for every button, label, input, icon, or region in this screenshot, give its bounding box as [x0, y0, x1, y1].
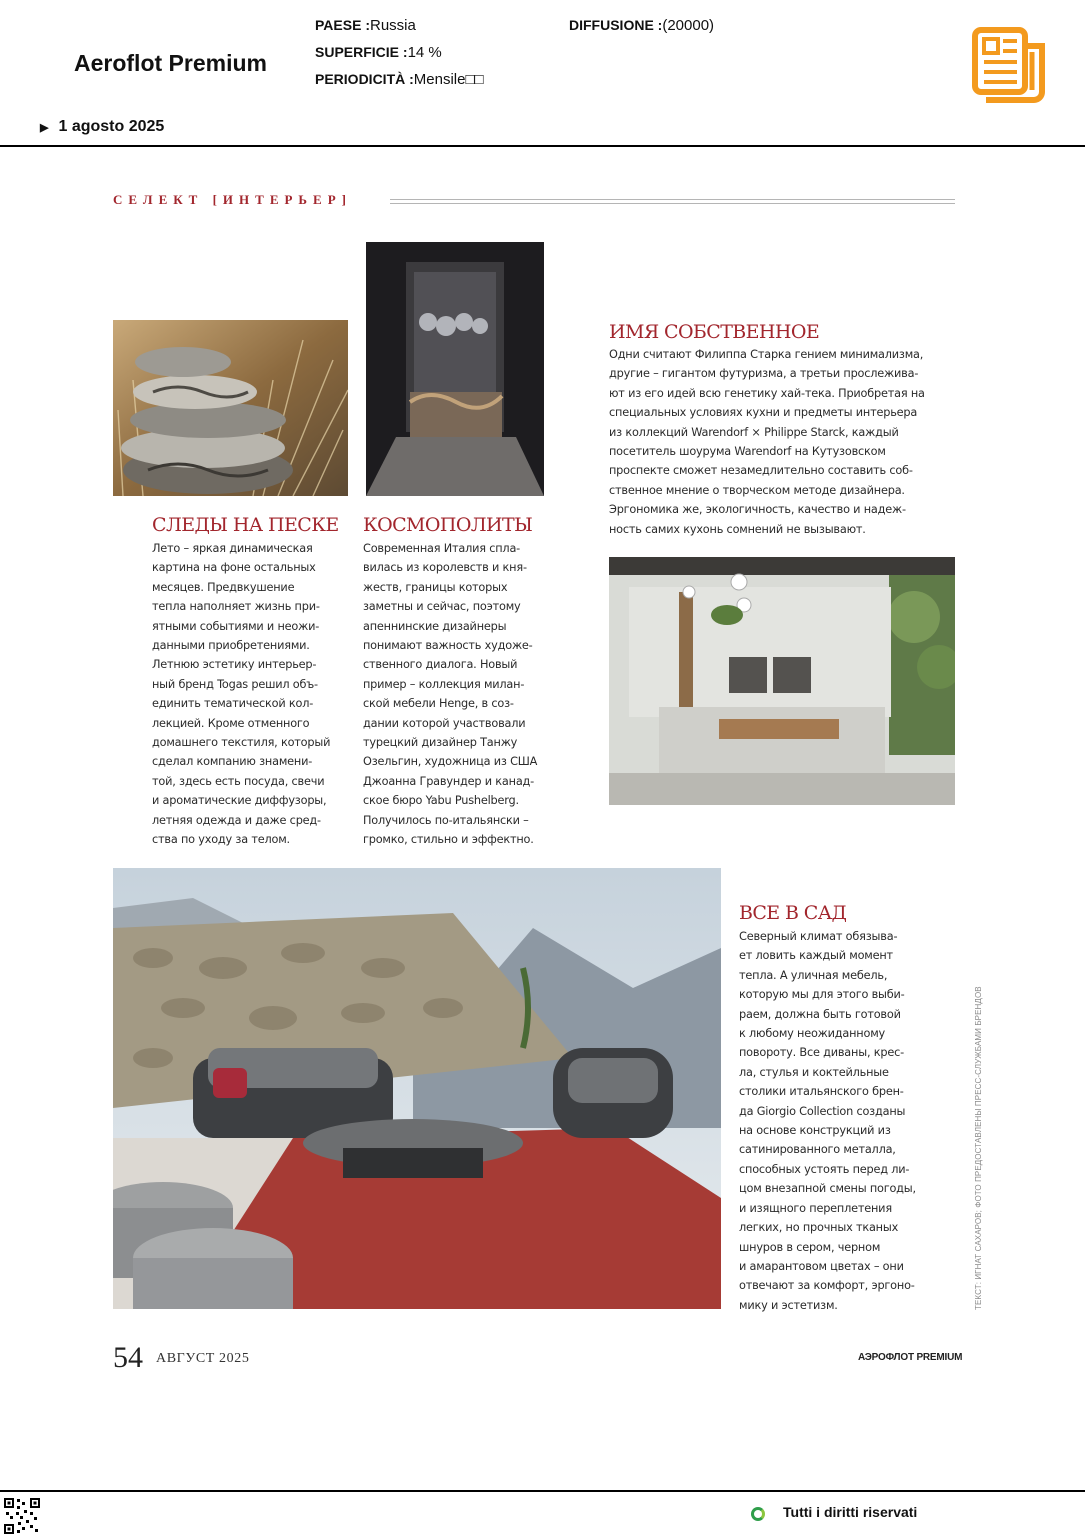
text-line: данными приобретениями.: [152, 639, 310, 653]
text-line: тепла. А уличная мебель,: [739, 968, 888, 982]
magazine-name: АЭРОФЛОТ PREMIUM: [858, 1352, 963, 1363]
text-line: тепла наполняет жизнь при-: [152, 600, 320, 614]
text-line: жеств, границы которых: [363, 580, 508, 594]
text-line: Эргономика же, экологичность, качество и надеж-: [609, 503, 906, 517]
diffusione-row: [569, 17, 714, 34]
text-line: Одни считают Филиппа Старка гением минимализма,: [609, 348, 924, 361]
text-line: повороту. Все диваны, крес-: [739, 1046, 904, 1060]
text-line: и амарантовом цветах – они: [739, 1259, 904, 1273]
text-line: Северный климат обязыва-: [739, 930, 898, 943]
publication-date: [40, 118, 164, 136]
text-line: мику и эстетизм.: [739, 1298, 838, 1312]
text-line: ства по уходу за телом.: [152, 833, 290, 847]
newspaper-icon[interactable]: [972, 26, 1048, 104]
text-line: заметны и сейчас, поэтому: [363, 600, 521, 614]
periodicita-label: PERIODICITÀ :: [315, 71, 414, 87]
text-line: месяцев. Предвкушение: [152, 580, 295, 594]
text-line: Лето – яркая динамическая: [152, 542, 313, 555]
text-line: понимают важность художе-: [363, 639, 533, 653]
paese-row: [315, 17, 416, 34]
superficie-row: [315, 44, 442, 61]
text-line: лекцией. Кроме отменного: [152, 716, 310, 730]
article-1-body: [152, 539, 330, 850]
superficie-value: 14 %: [407, 44, 442, 61]
text-line: ское бюро Yabu Pushelberg.: [363, 794, 519, 808]
text-line: ют из его идей всю генетику хай-тека. Приобретая на: [609, 386, 925, 400]
text-line: специальных условиях кухни и предметы интерьера: [609, 406, 918, 420]
text-line: ность самих кухонь сомнений не вызывают.: [609, 522, 866, 536]
text-line: из коллекций Warendorf × Philippe Starck, каждый: [609, 425, 899, 439]
photo-credit-text: ТЕКСТ: ИГНАТ САХАРОВ; ФОТО ПРЕДОСТАВЛЕНЫ ПРЕСС-СЛУЖБАМИ БРЕНДОВ: [974, 986, 983, 1310]
header-divider: [0, 145, 1085, 147]
photo-interior: [366, 242, 544, 496]
text-line: на основе конструкций из: [739, 1124, 891, 1138]
text-line: апеннинские дизайнеры: [363, 619, 507, 633]
text-line: вилась из королевств и кня-: [363, 561, 527, 575]
text-line: столики итальянского брен-: [739, 1085, 904, 1099]
text-line: Озельгин, художница из США: [363, 755, 538, 769]
text-line: Джоанна Гравундер и канад-: [363, 774, 535, 788]
text-line: ет ловить каждый момент: [739, 949, 893, 963]
paese-value: Russia: [369, 17, 416, 34]
text-line: Летнюю эстетику интерьер-: [152, 658, 317, 672]
text-line: пример – коллекция милан-: [363, 677, 525, 691]
text-line: отвечают за комфорт, эргоно-: [739, 1279, 915, 1293]
text-line: шнуров в сером, черном: [739, 1240, 881, 1254]
photo-cushions: [113, 320, 348, 496]
text-line: и ароматические диффузоры,: [152, 794, 327, 808]
rights-notice: Tutti i diritti riservati: [783, 1504, 918, 1520]
text-line: и изящного переплетения: [739, 1201, 892, 1215]
text-line: домашнего текстиля, который: [152, 736, 331, 750]
text-line: ла, стулья и коктейльные: [739, 1065, 889, 1079]
text-line: сделал компанию знамени-: [152, 755, 313, 769]
text-line: ственное мнение о творческом методе дизайнера.: [609, 483, 905, 497]
article-3-heading: ИМЯ СОБСТВЕННОЕ: [609, 321, 820, 343]
article-4-heading: ВСЕ В САД: [739, 902, 847, 924]
text-line: дании которой участвовали: [363, 716, 526, 730]
text-line: ственного диалога. Новый: [363, 658, 518, 672]
text-line: цом внезапной смены погоды,: [739, 1182, 916, 1196]
diffusione-value: (20000): [662, 17, 715, 34]
photo-kitchen: [609, 557, 955, 805]
text-line: которую мы для этого выби-: [739, 988, 905, 1002]
text-line: турецкий дизайнер Танжу: [363, 736, 518, 750]
publication-title: Aeroflot Premium: [74, 50, 267, 76]
text-line: раем, должна быть готовой: [739, 1007, 901, 1021]
section-rule: [390, 199, 955, 204]
text-line: картина на фоне остальных: [152, 561, 316, 575]
text-line: той, здесь есть посуда, свечи: [152, 774, 325, 788]
qr-code-icon: [4, 1498, 40, 1534]
photo-credit: [960, 986, 983, 1310]
text-line: да Giorgio Collection созданы: [739, 1104, 906, 1118]
superficie-label: SUPERFICIE :: [315, 44, 408, 60]
text-line: единить тематической кол-: [152, 697, 314, 711]
text-line: посетитель шоурума Warendorf на Кутузовском: [609, 445, 886, 459]
text-line: ный бренд Togas решил объ-: [152, 677, 318, 691]
article-3-body: [609, 345, 925, 539]
periodicita-row: [315, 71, 484, 88]
article-1-heading: СЛЕДЫ НА ПЕСКЕ: [152, 514, 339, 536]
page-month: АВГУСТ 2025: [156, 1351, 250, 1366]
text-line: к любому неожиданному: [739, 1027, 886, 1041]
footer-divider: [0, 1490, 1085, 1492]
article-2-heading: КОСМОПОЛИТЫ: [363, 514, 533, 536]
article-2-body: [363, 539, 537, 850]
text-line: летняя одежда и даже сред-: [152, 813, 321, 827]
text-line: легких, но прочных тканых: [739, 1221, 899, 1235]
paese-label: PAESE :: [315, 17, 370, 33]
text-line: ятными событиями и неожи-: [152, 619, 320, 633]
text-line: Получилось по-итальянски –: [363, 813, 529, 827]
play-triangle-icon: ▶: [40, 122, 49, 134]
page-number: 54: [113, 1341, 143, 1374]
section-title: СЕЛЕКТ [ИНТЕРЬЕР]: [113, 192, 352, 207]
text-line: ской мебели Henge, в соз-: [363, 697, 514, 711]
periodicita-value: Mensile□□: [413, 71, 484, 88]
photo-garden: [113, 868, 721, 1309]
text-line: другие – гигантом футуризма, а третьи прослежива-: [609, 367, 919, 381]
text-line: сатинированного металла,: [739, 1143, 896, 1157]
text-line: Современная Италия спла-: [363, 542, 521, 555]
text-line: громко, стильно и эффектно.: [363, 833, 534, 847]
diffusione-label: DIFFUSIONE :: [569, 17, 663, 33]
status-circle-icon: [751, 1507, 765, 1521]
text-line: способных устоять перед ли-: [739, 1162, 910, 1176]
text-line: проспекте сможет незамедлительно составить соб-: [609, 464, 913, 478]
article-4-body: [739, 927, 916, 1315]
date-text: 1 agosto 2025: [58, 118, 165, 135]
